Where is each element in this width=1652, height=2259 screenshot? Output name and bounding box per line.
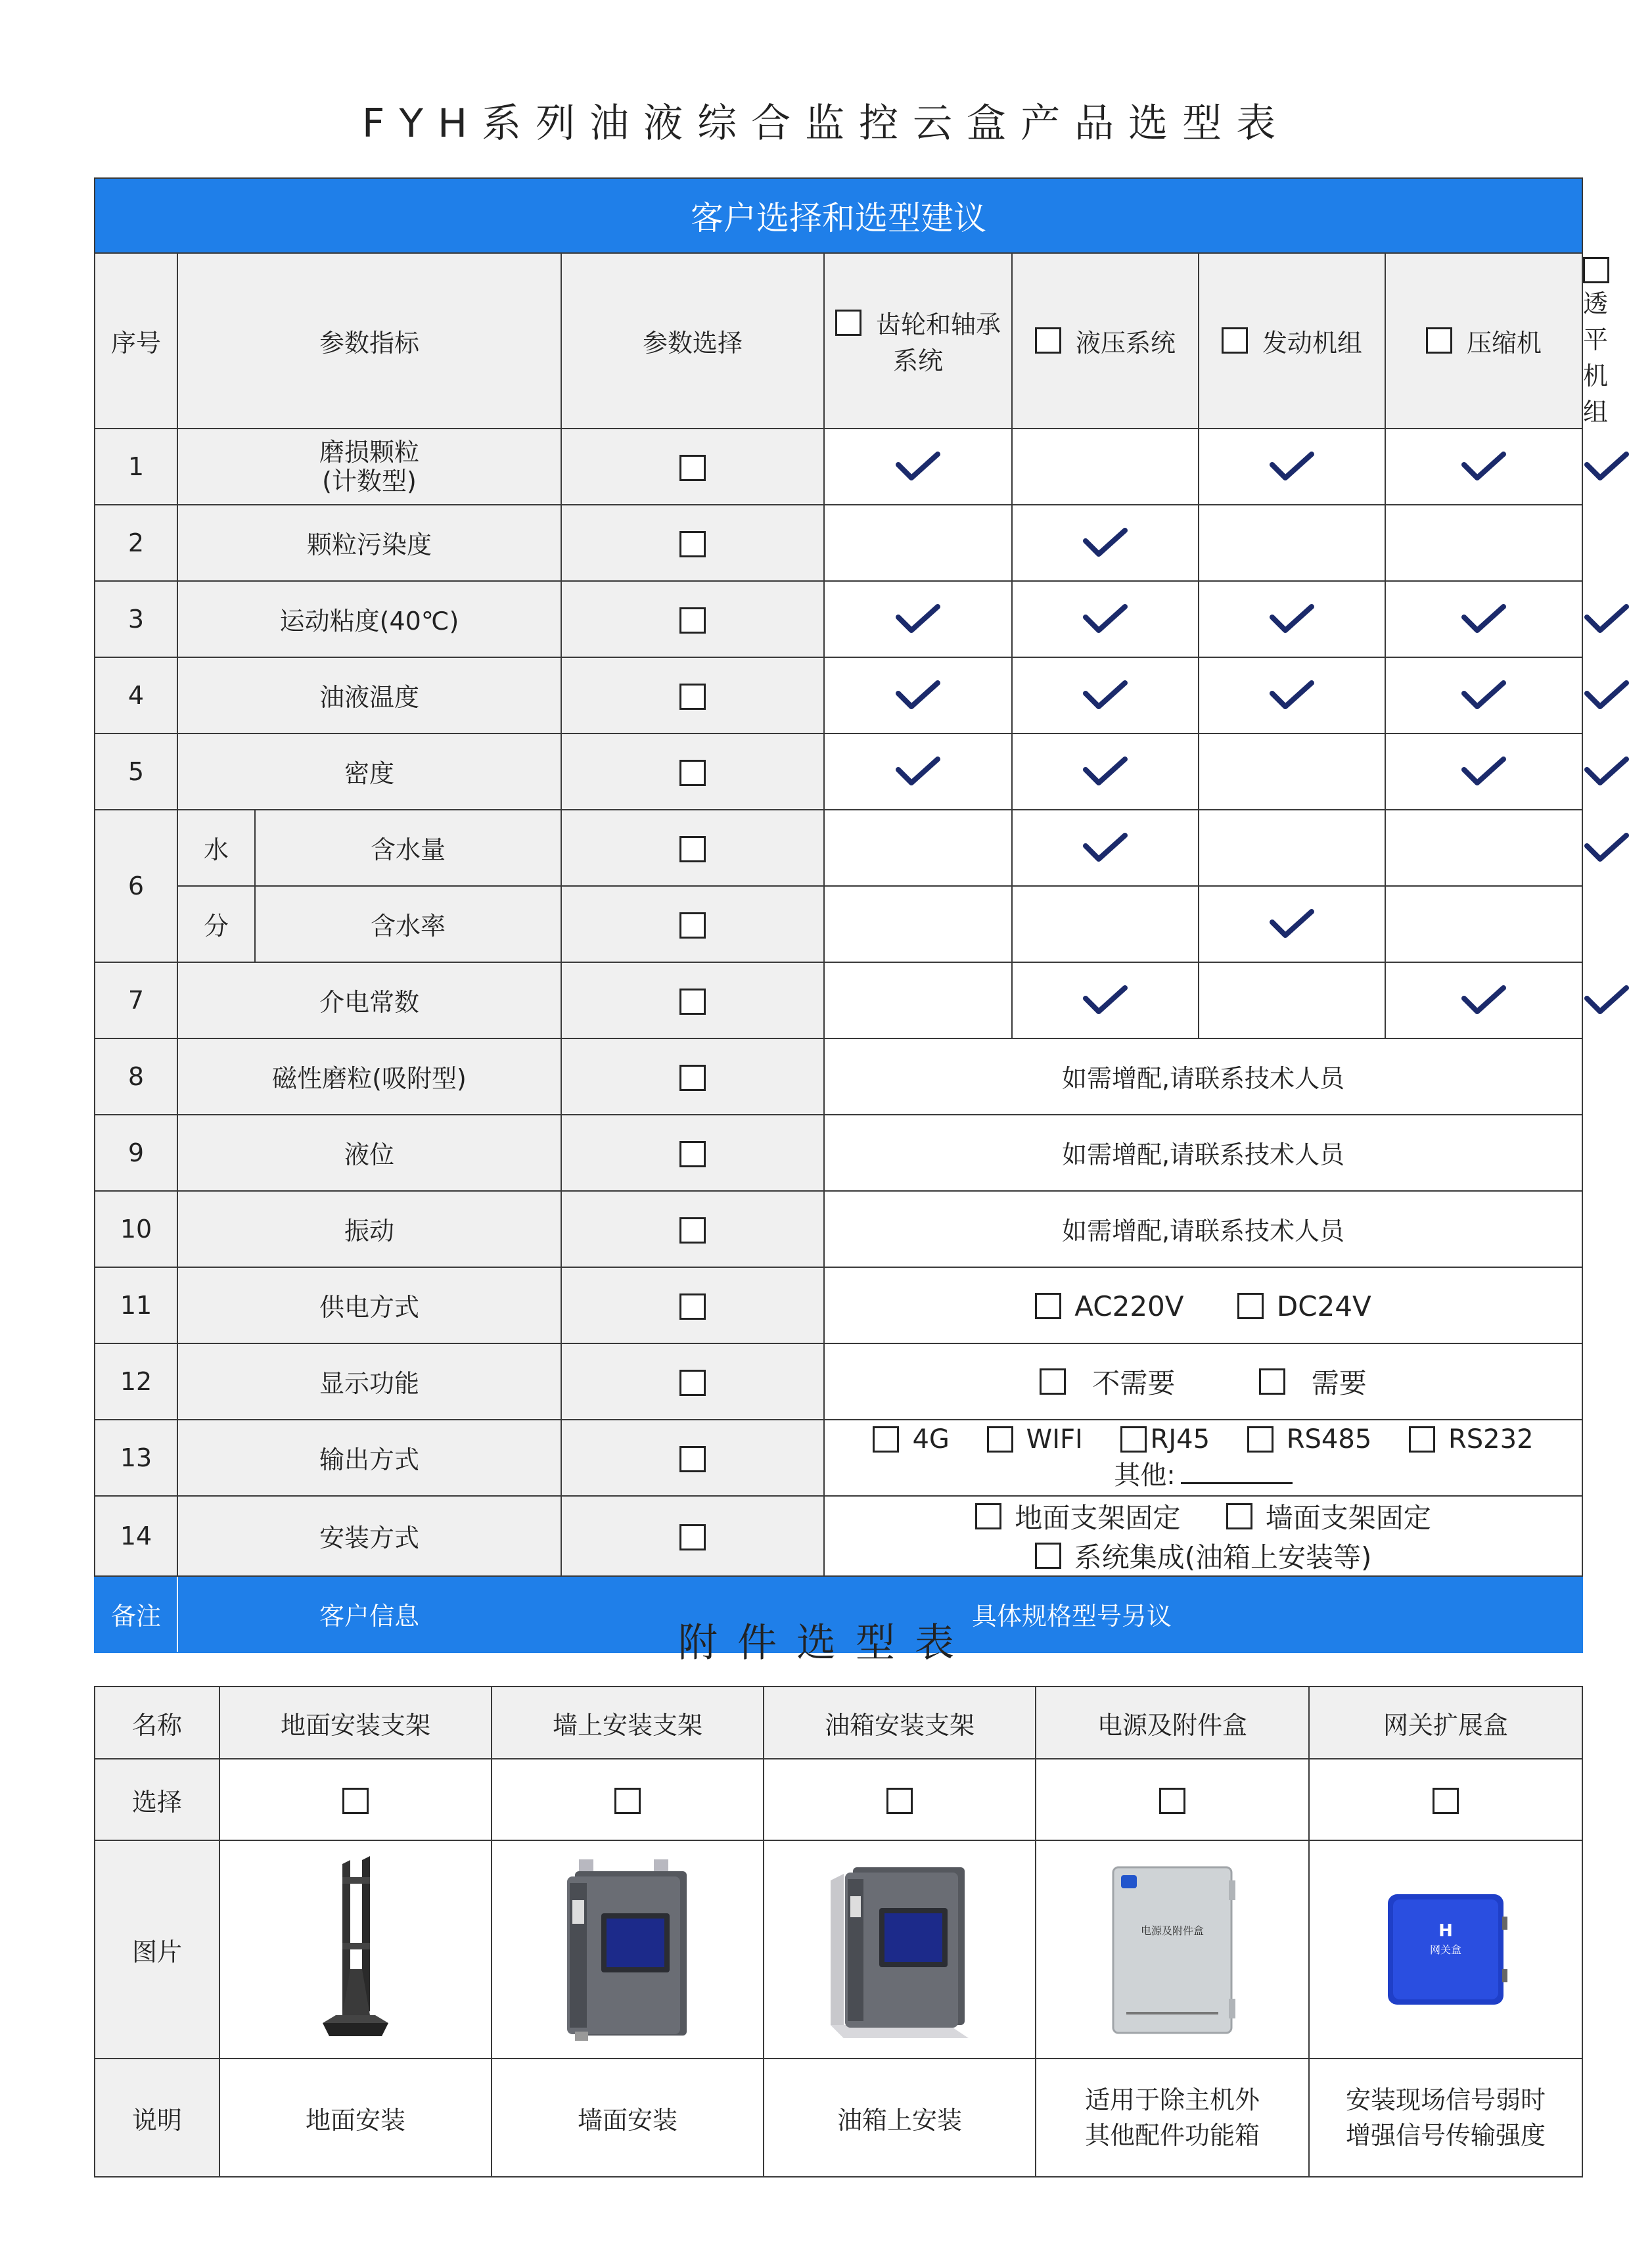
selection-banner: 客户选择和选型建议: [95, 178, 1582, 253]
param-checkbox[interactable]: [679, 1293, 706, 1320]
option-checkbox[interactable]: [873, 1426, 899, 1453]
table-row: [95, 1420, 1582, 1496]
check-cell: [1012, 657, 1199, 734]
accessory-checkbox[interactable]: [1159, 1788, 1185, 1814]
accessory-name: 网关扩展盒: [1309, 1687, 1582, 1759]
option-label: RS232: [1448, 1424, 1534, 1455]
check-cell: [1385, 581, 1582, 657]
row-param: 安装方式: [177, 1496, 561, 1576]
system-label: 齿轮和轴承系统: [875, 310, 1001, 376]
install-options: [824, 1496, 1582, 1576]
param-checkbox[interactable]: [679, 760, 706, 786]
table-row: [95, 962, 1582, 1038]
row-param: 颗粒污染度: [177, 505, 561, 581]
param-checkbox[interactable]: [679, 1524, 706, 1550]
row-seq: 11: [95, 1267, 177, 1343]
accessory-image-cell: [1309, 1840, 1582, 2059]
table-row: [95, 429, 1582, 505]
option-label: AC220V: [1074, 1290, 1184, 1322]
checkmark-icon: [1082, 755, 1129, 788]
option-checkbox[interactable]: [1035, 1543, 1061, 1569]
accessory-name: 电源及附件盒: [1036, 1687, 1309, 1759]
table-row: [95, 734, 1582, 810]
checkmark-icon: [1583, 755, 1630, 788]
accessory-checkbox[interactable]: [1433, 1788, 1459, 1814]
install-option-wall[interactable]: [1226, 1497, 1431, 1536]
param-checkbox[interactable]: [679, 836, 706, 862]
accessory-desc-row: [95, 2059, 1582, 2177]
check-cell: [1385, 886, 1582, 962]
checkmark-icon: [1460, 603, 1507, 636]
checkmark-icon: [1268, 679, 1316, 712]
option-checkbox[interactable]: [1247, 1426, 1273, 1453]
output-option-other: [1114, 1455, 1292, 1492]
check-cell: [1012, 810, 1199, 886]
power-box-image: [1100, 1854, 1245, 2045]
param-checkbox[interactable]: [679, 912, 706, 939]
checkmark-icon: [1082, 603, 1129, 636]
accessory-image-cell: [492, 1840, 764, 2059]
param-checkbox[interactable]: [679, 1065, 706, 1091]
wall-box-image: [555, 1854, 700, 2045]
row-seq: 3: [95, 581, 177, 657]
check-cell: [824, 657, 1012, 734]
power-options: [824, 1267, 1582, 1343]
system-checkbox[interactable]: [1035, 327, 1061, 354]
power-option-ac220v[interactable]: [1035, 1288, 1183, 1322]
checkmark-icon: [1082, 679, 1129, 712]
option-checkbox[interactable]: [1040, 1368, 1066, 1395]
row-seq: 8: [95, 1038, 177, 1115]
check-cell: [1385, 734, 1582, 810]
check-cell: [1012, 886, 1199, 962]
accessory-image-row: [95, 1840, 1582, 2059]
row-param: 介电常数: [177, 962, 561, 1038]
option-label: RS485: [1286, 1424, 1372, 1455]
check-cell: [1012, 581, 1199, 657]
option-label: 4G: [912, 1424, 950, 1455]
table-row: [95, 1267, 1582, 1343]
accessory-checkbox[interactable]: [886, 1788, 913, 1814]
check-cell: [1385, 429, 1582, 505]
accessory-name: 墙上安装支架: [492, 1687, 764, 1759]
check-cell: [1012, 429, 1199, 505]
param-checkbox[interactable]: [679, 531, 706, 557]
accessory-name: 油箱安装支架: [764, 1687, 1036, 1759]
row-seq: 10: [95, 1191, 177, 1267]
check-cell: [1385, 810, 1582, 886]
accessory-title: 附件选型表: [678, 1620, 974, 1666]
checkmark-icon: [894, 679, 942, 712]
option-checkbox[interactable]: [1226, 1503, 1252, 1529]
system-checkbox[interactable]: [1583, 257, 1609, 283]
output-option-wifi[interactable]: [987, 1423, 1083, 1455]
check-cell: [824, 581, 1012, 657]
table-row: [95, 1191, 1582, 1267]
output-options: [824, 1420, 1582, 1496]
row-seq: 5: [95, 734, 177, 810]
table-row: [95, 886, 1582, 962]
desc-line: 油箱上安装: [837, 2105, 962, 2135]
checkmark-icon: [1460, 679, 1507, 712]
header-system-hydraulic: [1012, 253, 1199, 429]
desc-line: 增强信号传输强度: [1345, 2121, 1546, 2150]
install-option-floor[interactable]: [975, 1497, 1180, 1536]
row-param: 磁性磨粒(吸附型): [177, 1038, 561, 1115]
system-checkbox[interactable]: [1222, 327, 1248, 354]
svg-text:H: H: [1438, 1921, 1453, 1941]
row-param: 液位: [177, 1115, 561, 1191]
desc-line: 地面安装: [305, 2105, 405, 2135]
power-option-dc24v[interactable]: [1237, 1288, 1371, 1322]
checkmark-icon: [1583, 603, 1630, 636]
row-param: 含水率: [255, 886, 561, 962]
accessory-name: 地面安装支架: [219, 1687, 492, 1759]
check-cell: [824, 734, 1012, 810]
accessory-desc: [1036, 2059, 1309, 2177]
header-select: 参数选择: [561, 253, 824, 429]
table-row: [95, 810, 1582, 886]
checkmark-icon: [894, 450, 942, 483]
row-param-line1: 磨损颗粒: [319, 437, 419, 467]
option-label: 不需要: [1092, 1366, 1176, 1399]
param-checkbox[interactable]: [679, 1141, 706, 1167]
option-label: 系统集成(油箱上安装等): [1074, 1541, 1372, 1573]
row-group-label: 水: [177, 810, 255, 886]
system-label: 透平机组: [1583, 289, 1609, 427]
header-system-compressor: [1385, 253, 1582, 429]
gateway-box-image: [1373, 1871, 1518, 2028]
checkmark-icon: [1082, 526, 1129, 559]
accessory-checkbox[interactable]: [342, 1788, 369, 1814]
checkmark-icon: [1583, 984, 1630, 1017]
check-cell: [1199, 734, 1385, 810]
checkmark-icon: [1583, 450, 1630, 483]
row-seq: 14: [95, 1496, 177, 1576]
option-label: WIFI: [1026, 1424, 1083, 1455]
row-group-label: 分: [177, 886, 255, 962]
accessory-checkbox[interactable]: [614, 1788, 641, 1814]
page-title: FYH系列油液综合监控云盒产品选型表: [361, 101, 1291, 147]
checkmark-icon: [1082, 831, 1129, 864]
checkmark-icon: [1583, 679, 1630, 712]
checkmark-icon: [1268, 603, 1316, 636]
table-row: [95, 1038, 1582, 1115]
check-cell: [1199, 657, 1385, 734]
gateway-box-label: 网关盒: [1429, 1944, 1462, 1956]
check-cell: [1199, 962, 1385, 1038]
accessory-row-label: 说明: [95, 2059, 219, 2177]
option-label: 需要: [1311, 1366, 1367, 1399]
checkmark-icon: [1583, 831, 1630, 864]
option-checkbox[interactable]: [1409, 1426, 1435, 1453]
accessory-image-cell: [219, 1840, 492, 2059]
option-checkbox[interactable]: [1120, 1426, 1147, 1453]
checkmark-icon: [1082, 984, 1129, 1017]
option-checkbox[interactable]: [1259, 1368, 1285, 1395]
row-seq: 7: [95, 962, 177, 1038]
param-checkbox[interactable]: [679, 1217, 706, 1244]
other-blank-field[interactable]: [1181, 1462, 1293, 1484]
header-param: 参数指标: [177, 253, 561, 429]
accessory-image-cell: [764, 1840, 1036, 2059]
param-checkbox[interactable]: [679, 455, 706, 481]
table-row: [95, 1343, 1582, 1420]
accessory-name-row: [95, 1687, 1582, 1759]
system-label: 压缩机: [1467, 328, 1542, 358]
header-seq: 序号: [95, 253, 177, 429]
checkmark-icon: [894, 603, 942, 636]
checkmark-icon: [1268, 908, 1316, 941]
accessory-desc: [1309, 2059, 1582, 2177]
header-system-gear: [824, 253, 1012, 429]
output-option-rs232[interactable]: [1409, 1423, 1534, 1455]
accessory-desc: [764, 2059, 1036, 2177]
footer-label: 备注: [95, 1576, 177, 1652]
check-cell: [1199, 810, 1385, 886]
contact-note: 如需增配,请联系技术人员: [824, 1038, 1582, 1115]
option-label: 地面支架固定: [1015, 1501, 1181, 1534]
check-cell: [824, 429, 1012, 505]
row-seq: 13: [95, 1420, 177, 1496]
system-checkbox[interactable]: [835, 310, 861, 336]
contact-note: 如需增配,请联系技术人员: [824, 1191, 1582, 1267]
accessory-image-cell: [1036, 1840, 1309, 2059]
table-row: [95, 581, 1582, 657]
table-row: [95, 657, 1582, 734]
row-seq: 12: [95, 1343, 177, 1420]
row-param: 供电方式: [177, 1267, 561, 1343]
row-seq: 2: [95, 505, 177, 581]
system-label: 液压系统: [1075, 328, 1176, 358]
option-checkbox[interactable]: [1237, 1293, 1264, 1319]
check-cell: [1012, 505, 1199, 581]
power-box-label: 电源及附件盒: [1140, 1924, 1205, 1937]
footer-info: 客户信息: [177, 1576, 561, 1652]
display-option-no[interactable]: [1040, 1362, 1175, 1401]
desc-line: 墙面安装: [577, 2105, 677, 2135]
option-label: 其他:: [1114, 1460, 1176, 1491]
param-checkbox[interactable]: [679, 607, 706, 634]
checkmark-icon: [1460, 450, 1507, 483]
check-cell: [1199, 429, 1385, 505]
floor-stand-image: [316, 1851, 395, 2048]
row-seq: 9: [95, 1115, 177, 1191]
accessory-row-label: 选择: [95, 1759, 219, 1840]
option-checkbox[interactable]: [975, 1503, 1001, 1529]
accessory-select-row: [95, 1759, 1582, 1840]
check-cell: [1385, 657, 1582, 734]
row-param: 显示功能: [177, 1343, 561, 1420]
check-cell: [1012, 962, 1199, 1038]
check-cell: [824, 962, 1012, 1038]
row-param: 含水量: [255, 810, 561, 886]
desc-line: 安装现场信号弱时: [1345, 2085, 1546, 2114]
param-checkbox[interactable]: [679, 1446, 706, 1472]
header-system-engine: [1199, 253, 1385, 429]
accessory-row-label: 名称: [95, 1687, 219, 1759]
row-param: [177, 429, 561, 505]
display-options: [824, 1343, 1582, 1420]
system-label: 发动机组: [1262, 328, 1362, 358]
checkmark-icon: [894, 755, 942, 788]
table-row: [95, 1115, 1582, 1191]
option-label: DC24V: [1276, 1290, 1371, 1322]
system-checkbox[interactable]: [1426, 327, 1452, 354]
selection-table: [94, 177, 1609, 1653]
accessory-desc: [219, 2059, 492, 2177]
param-checkbox[interactable]: [679, 1370, 706, 1396]
checkmark-icon: [1460, 984, 1507, 1017]
row-seq: 6: [95, 810, 177, 962]
check-cell: [1012, 734, 1199, 810]
param-checkbox[interactable]: [679, 684, 706, 710]
accessory-desc: [492, 2059, 764, 2177]
table-row: [95, 1496, 1582, 1576]
check-cell: [824, 886, 1012, 962]
option-label: RJ45: [1150, 1424, 1210, 1455]
check-cell: [824, 505, 1012, 581]
row-seq: 4: [95, 657, 177, 734]
accessory-row-label: 图片: [95, 1840, 219, 2059]
check-cell: [1385, 962, 1582, 1038]
check-cell: [1385, 505, 1582, 581]
row-param: 密度: [177, 734, 561, 810]
check-cell: [1199, 581, 1385, 657]
checkmark-icon: [1268, 450, 1316, 483]
param-checkbox[interactable]: [679, 989, 706, 1015]
option-checkbox[interactable]: [1035, 1293, 1061, 1319]
install-option-system[interactable]: [1035, 1536, 1372, 1575]
row-seq: 1: [95, 429, 177, 505]
row-param-line2: (计数型): [322, 466, 417, 496]
option-label: 墙面支架固定: [1265, 1501, 1431, 1534]
check-cell: [824, 810, 1012, 886]
option-checkbox[interactable]: [987, 1426, 1013, 1453]
output-option-rj45[interactable]: [1120, 1423, 1210, 1455]
row-param: 输出方式: [177, 1420, 561, 1496]
table-row: [95, 505, 1582, 581]
desc-line: 适用于除主机外: [1084, 2085, 1260, 2114]
desc-line: 其他配件功能箱: [1084, 2121, 1260, 2150]
checkmark-icon: [1460, 755, 1507, 788]
check-cell: [1199, 886, 1385, 962]
contact-note: 如需增配,请联系技术人员: [824, 1115, 1582, 1191]
row-param: 振动: [177, 1191, 561, 1267]
display-option-yes[interactable]: [1259, 1362, 1367, 1401]
header-row: [95, 253, 1582, 429]
output-option-4g[interactable]: [873, 1423, 949, 1455]
output-option-rs485[interactable]: [1247, 1423, 1372, 1455]
row-param: 运动粘度(40℃): [177, 581, 561, 657]
check-cell: [1199, 505, 1385, 581]
tank-box-image: [824, 1854, 975, 2045]
footer-note: 具体规格型号另议: [561, 1576, 1582, 1652]
row-param: 油液温度: [177, 657, 561, 734]
accessory-table: [94, 1686, 1583, 2177]
